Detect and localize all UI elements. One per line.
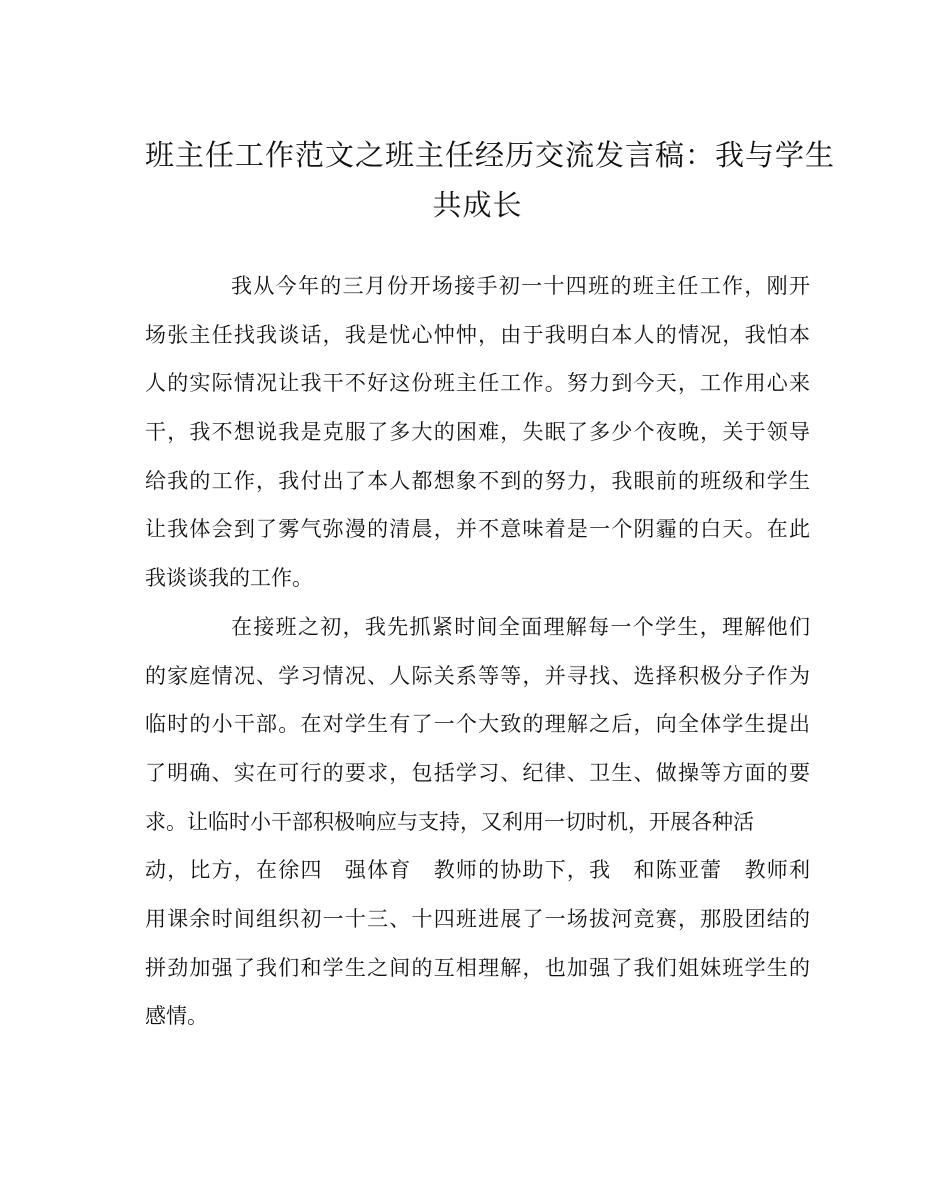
paragraph-line: 拼劲加强了我们和学生之间的互相理解，也加强了我们姐妹班学生的	[145, 955, 810, 980]
paragraph-line: 了明确、实在可行的要求，包括学习、纪律、卫生、做操等方面的要	[145, 760, 810, 785]
paragraph-line: 求。让临时小干部积极响应与支持，又利用一切时机，开展各种活	[145, 809, 754, 834]
paragraph-line: 感情。	[145, 1004, 208, 1029]
paragraph-2	[145, 603, 810, 1041]
paragraph-line: 我从今年的三月份开场接手初一十四班的班主任工作，刚开	[231, 274, 810, 298]
paragraph-line: 动，比方，在徐四 强体育 教师的协助下，我 和陈亚蕾 教师利	[145, 858, 810, 883]
document-title	[145, 130, 836, 230]
paragraph-1	[145, 262, 810, 603]
paragraph-line: 用课余时间组织初一十三、十四班进展了一场拔河竞赛，那股团结的	[145, 906, 810, 931]
paragraph-line: 人的实际情况让我干不好这份班主任工作。努力到今天，工作用心来	[145, 371, 810, 396]
paragraph-line: 给我的工作，我付出了本人都想象不到的努力，我眼前的班级和学生	[145, 468, 810, 493]
document-body	[145, 262, 810, 1041]
paragraph-line: 临时的小干部。在对学生有了一个大致的理解之后，向全体学生提出	[145, 712, 810, 737]
paragraph-line: 在接班之初，我先抓紧时间全面理解每一个学生，理解他们	[231, 614, 810, 639]
title-line: 共成长	[432, 188, 523, 222]
paragraph-line: 的家庭情况、学习情况、人际关系等等，并寻找、选择积极分子作为	[145, 663, 810, 688]
paragraph-line: 干，我不想说我是克服了多大的困难，失眠了多少个夜晚，关于领导	[145, 420, 810, 445]
title-line: 班主任工作范文之班主任经历交流发言稿：我与学生	[145, 138, 836, 172]
paragraph-line: 我谈谈我的工作。	[145, 566, 313, 591]
paragraph-line: 让我体会到了雾气弥漫的清晨，并不意味着是一个阴霾的白天。在此	[145, 517, 810, 542]
paragraph-line: 场张主任找我谈话，我是忧心忡忡，由于我明白本人的情况，我怕本	[145, 322, 810, 347]
